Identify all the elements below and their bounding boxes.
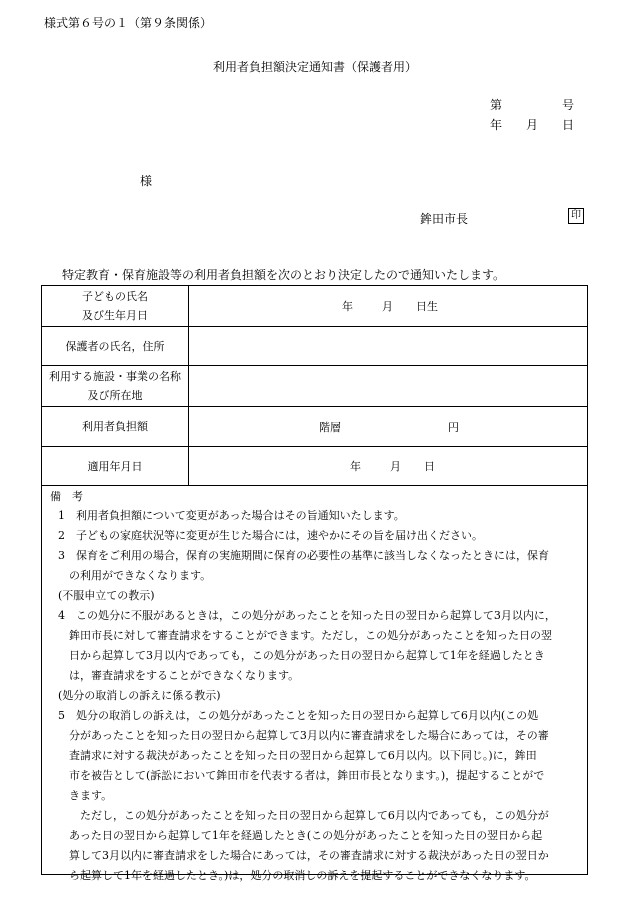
remarks-heading: 備 考 — [50, 490, 83, 503]
recipient-suffix: 様 — [140, 174, 153, 188]
remark-line: きます。 — [58, 789, 113, 802]
child-label — [42, 286, 189, 327]
number-go: 号 — [562, 98, 575, 112]
facility-label-line2: 及び所在地 — [87, 389, 143, 402]
table-row-child — [42, 286, 588, 327]
remark-line: ただし，この処分があったことを知った日の翌日から起算して6月以内であっても，この処分が — [58, 809, 549, 822]
table-row-guardian — [42, 327, 588, 366]
remark-line: 5 処分の取消しの訴えは，この処分があったことを知った日の翌日から起算して6月以内(この処 — [58, 709, 539, 722]
table-row-facility — [42, 366, 588, 407]
effective-day: 日 — [424, 460, 435, 473]
decision-table — [41, 285, 588, 486]
facility-label — [42, 366, 189, 407]
effective-date-value — [189, 447, 588, 486]
child-birth-value — [189, 286, 588, 327]
remark-line: 算して3月以内に審査請求をした場合にあっては，その審査請求に対する裁決があった日の翌日か — [58, 849, 549, 862]
table-row-fee — [42, 407, 588, 447]
remark-line: の利用ができなくなります。 — [58, 569, 212, 582]
guardian-label: 保護者の氏名，住所 — [42, 327, 189, 366]
remark-line: 査請求に対する裁決があったことを知った日の翌日から起算して6月以内。以下同じ。)に，鉾田 — [58, 749, 537, 762]
facility-label-line1: 利用する施設・事業の名称 — [49, 370, 181, 383]
form-number: 様式第６号の１（第９条関係） — [44, 16, 213, 30]
effective-date-label: 適用年月日 — [42, 447, 189, 486]
fee-value — [189, 407, 588, 447]
remark-line: 鉾田市長に対して審査請求をすることができます。ただし，この処分があったことを知った日の翌 — [58, 629, 553, 642]
effective-year: 年 — [350, 460, 361, 473]
date-month: 月 — [526, 118, 539, 132]
sender-name: 鉾田市長 — [420, 212, 469, 226]
birth-day: 日生 — [416, 300, 438, 313]
remark-line: ら起算して1年を経過したとき。)は，処分の取消しの訴えを提起することができなくなります。 — [58, 869, 536, 882]
birth-year: 年 — [342, 300, 353, 313]
fee-tier: 階層 — [319, 420, 341, 434]
remark-line: 2 子どもの家庭状況等に変更が生じた場合には，速やかにその旨を届け出ください。 — [58, 529, 483, 542]
remark-line: 分があったことを知った日の翌日から起算して3月以内に審査請求をした場合にあっては，その審 — [58, 729, 549, 742]
remark-line: (処分の取消しの訴えに係る教示) — [58, 689, 221, 702]
remark-line: 3 保育をご利用の場合，保育の実施期間に保育の必要性の基準に該当しなくなったときには，保育 — [58, 549, 549, 562]
remark-line: (不服申立ての教示) — [58, 589, 155, 602]
fee-yen: 円 — [448, 420, 459, 434]
child-label-line2: 及び生年月日 — [82, 309, 148, 322]
birth-month: 月 — [382, 300, 393, 313]
effective-month: 月 — [390, 460, 401, 473]
remark-line: 1 利用者負担額について変更があった場合はその旨通知いたします。 — [58, 509, 405, 522]
intro-text: 特定教育・保育施設等の利用者負担額を次のとおり決定したので通知いたします。 — [62, 268, 506, 282]
remark-line: あった日の翌日から起算して1年を経過したとき(この処分があったことを知った日の翌日から起 — [58, 829, 543, 842]
child-label-line1: 子どもの氏名 — [82, 290, 148, 303]
remarks-box — [41, 484, 588, 882]
seal-mark: 印 — [568, 208, 584, 224]
remark-line: 日から起算して3月以内であっても，この処分があった日の翌日から起算して1年を経過したとき — [58, 649, 545, 662]
number-dai: 第 — [490, 98, 503, 112]
guardian-value — [189, 327, 588, 366]
date-year: 年 — [490, 118, 503, 132]
remark-line: は，審査請求をすることができなくなります。 — [58, 669, 300, 682]
remark-line: 4 この処分に不服があるときは，この処分があったことを知った日の翌日から起算して3月以内に， — [58, 609, 556, 622]
date-day: 日 — [562, 118, 575, 132]
fee-label: 利用者負担額 — [42, 407, 189, 447]
facility-value — [189, 366, 588, 407]
document-title: 利用者負担額決定通知書（保護者用） — [212, 60, 417, 74]
remark-line: 市を被告として(訴訟において鉾田市を代表する者は，鉾田市長となります。)，提起することがで — [58, 769, 545, 782]
table-row-effective-date — [42, 447, 588, 486]
